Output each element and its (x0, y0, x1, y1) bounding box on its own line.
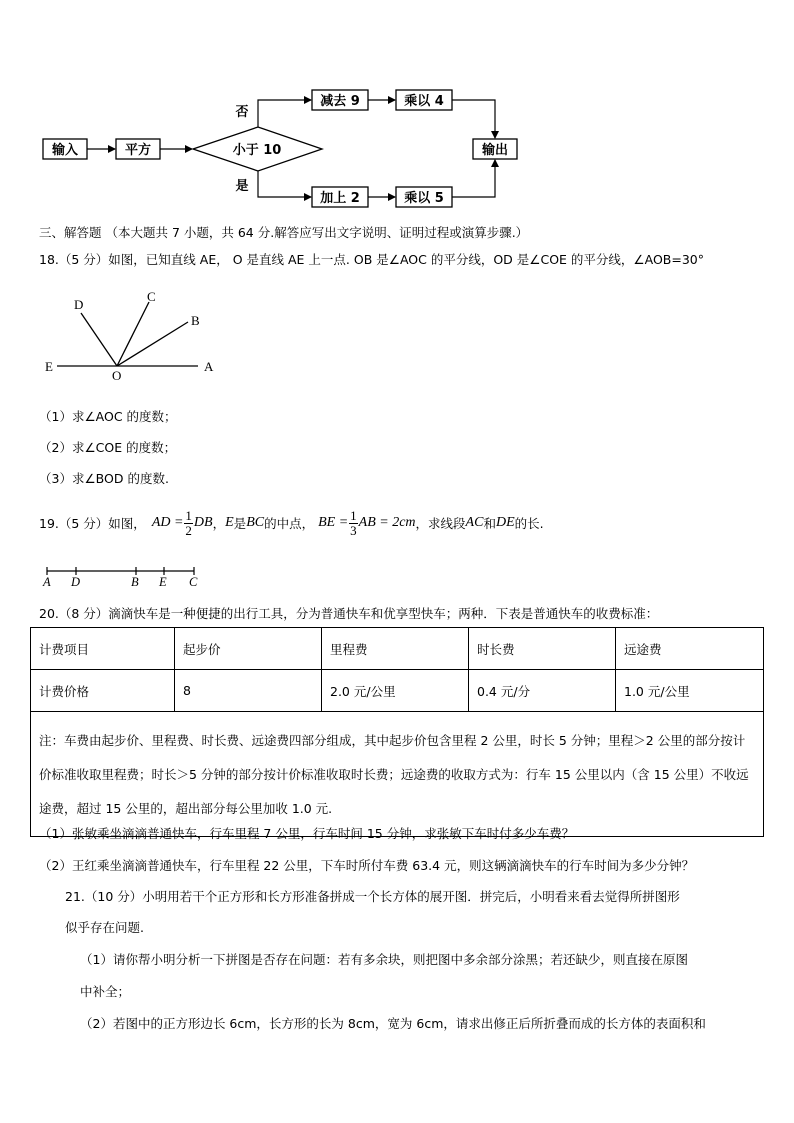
point-d: D (71, 575, 81, 589)
fee-table-cell: 8 (175, 670, 322, 712)
q18-sub1: （1）求∠AOC 的度数； (39, 409, 177, 424)
fee-table-cell: 0.4 元/分 (469, 670, 616, 712)
fee-table-cell: 里程费 (322, 628, 469, 670)
label-o: O (112, 368, 122, 383)
fee-table-cell: 远途费 (616, 628, 764, 670)
q18-figure (40, 285, 230, 385)
q19-midpoint: 的中点， (264, 516, 315, 531)
q19-bc: BC (246, 515, 265, 530)
point-b: B (131, 575, 139, 589)
subtract-label: 减去 9 (320, 94, 360, 109)
condition-label: 小于 10 (232, 143, 282, 158)
q19-ask: ，求线段 (415, 516, 466, 531)
q20-sub2: （2）王红乘坐滴滴普通快车，行车里程 22 公里，下车时所付车费 63.4 元，则这辆滴滴快车的行车时间为多少分钟？ (39, 858, 695, 873)
q19-stem (39, 507, 544, 539)
q19-eq2-left: BE = (318, 515, 349, 530)
mult5-label: 乘以 5 (404, 191, 444, 206)
arrow-yes-branch (258, 171, 311, 197)
q21-line2: 似乎存在问题. (65, 920, 144, 935)
q19-frac1-num: 1 (185, 507, 192, 523)
q19-frac2 (349, 509, 358, 538)
q20-sub1: （1）张敏乘坐滴滴普通快车，行车里程 7 公里，行车时间 15 分钟，求张敏下车时付多少车费？ (39, 826, 575, 841)
q19-prefix: 19.（5 分）如图， (39, 516, 146, 531)
no-label: 否 (235, 105, 249, 120)
fee-table-cell: 2.0 元/公里 (322, 670, 469, 712)
fee-table-cell: 1.0 元/公里 (616, 670, 764, 712)
input-label: 输入 (51, 143, 79, 158)
fee-table-header-row (31, 628, 764, 670)
q19-frac2-den: 3 (350, 522, 357, 538)
arrow-mult5-output (452, 160, 495, 197)
ray-od (81, 313, 117, 366)
q19-eq1-right: DB (193, 515, 213, 530)
square-label: 平方 (124, 143, 152, 158)
fee-table (30, 627, 764, 837)
yes-label: 是 (235, 179, 249, 194)
add-label: 加上 2 (320, 191, 360, 206)
point-c: C (189, 575, 198, 589)
q19-and: 和 (483, 516, 496, 531)
fee-table-cell: 计费项目 (31, 628, 175, 670)
flowchart (0, 80, 794, 215)
output-label: 输出 (481, 143, 509, 158)
q19-eq2-right: AB = 2cm (358, 515, 416, 530)
point-a: A (43, 575, 51, 589)
label-a: A (204, 359, 214, 374)
fee-table-note: 注：车费由起步价、里程费、时长费、远途费四部分组成，其中起步价包含里程 2 公里，时长 5 分钟；里程＞2 公里的部分按计价标准收取里程费；时长＞5 分钟的部分按计价标准收取时长费；远途费的收取方式为：行车 15 公里以内（含 15 公里）不收远途费，超过 15 公里的，超出部分每公里加收 1.0 元. (31, 712, 764, 837)
point-e: E (159, 575, 167, 589)
label-d: D (74, 297, 84, 312)
q19-frac1 (184, 509, 193, 538)
fee-table-price-row (31, 670, 764, 712)
q19-frac1-den: 2 (185, 522, 192, 538)
arrow-mult4-output (452, 100, 495, 138)
label-e: E (45, 359, 53, 374)
label-b: B (191, 313, 200, 328)
q21-sub1-line2: 中补全； (80, 984, 131, 999)
q18-sub3: （3）求∠BOD 的度数. (39, 471, 169, 486)
q19-de: DE (495, 515, 515, 530)
mult4-label: 乘以 4 (404, 94, 444, 109)
q19-eq1-left: AD = (151, 515, 184, 530)
q19-frac2-num: 1 (350, 507, 357, 523)
q21-sub2-line1: （2）若图中的正方形边长 6cm，长方形的长为 8cm，宽为 6cm，请求出修正后所折叠而成的长方体的表面积和 (80, 1016, 706, 1031)
q19-is: 是 (233, 516, 247, 531)
fee-table-cell: 计费价格 (31, 670, 175, 712)
label-c: C (147, 289, 156, 304)
section-heading: 三、解答题 （本大题共 7 小题，共 64 分.解答应写出文字说明、证明过程或演算步骤.） (39, 225, 529, 240)
fee-table-cell: 时长费 (469, 628, 616, 670)
q19-e: E (225, 515, 234, 530)
q19-mid1: ， (212, 516, 226, 531)
arrow-no-branch (258, 100, 311, 127)
q19-ac: AC (465, 515, 484, 530)
q19-tail: 的长. (514, 516, 544, 531)
q19-figure (38, 562, 208, 590)
q21-line1: 21.（10 分）小明用若干个正方形和长方形准备拼成一个长方体的展开图．拼完后，小明看来看去觉得所拼图形 (65, 889, 680, 904)
q20-stem: 20.（8 分）滴滴快车是一种便捷的出行工具，分为普通快车和优享型快车；两种．下表是普通快车的收费标准： (39, 606, 659, 621)
q18-stem: 18.（5 分）如图，已知直线 AE， O 是直线 AE 上一点. OB 是∠AOC 的平分线，OD 是∠COE 的平分线，∠AOB=30° (39, 252, 704, 267)
q18-sub2: （2）求∠COE 的度数； (39, 440, 177, 455)
q21-sub1-line1: （1）请你帮小明分析一下拼图是否存在问题：若有多余块，则把图中多余部分涂黑；若还缺少，则直接在原图 (80, 952, 688, 967)
fee-table-note-row (31, 712, 764, 837)
fee-table-cell: 起步价 (175, 628, 322, 670)
